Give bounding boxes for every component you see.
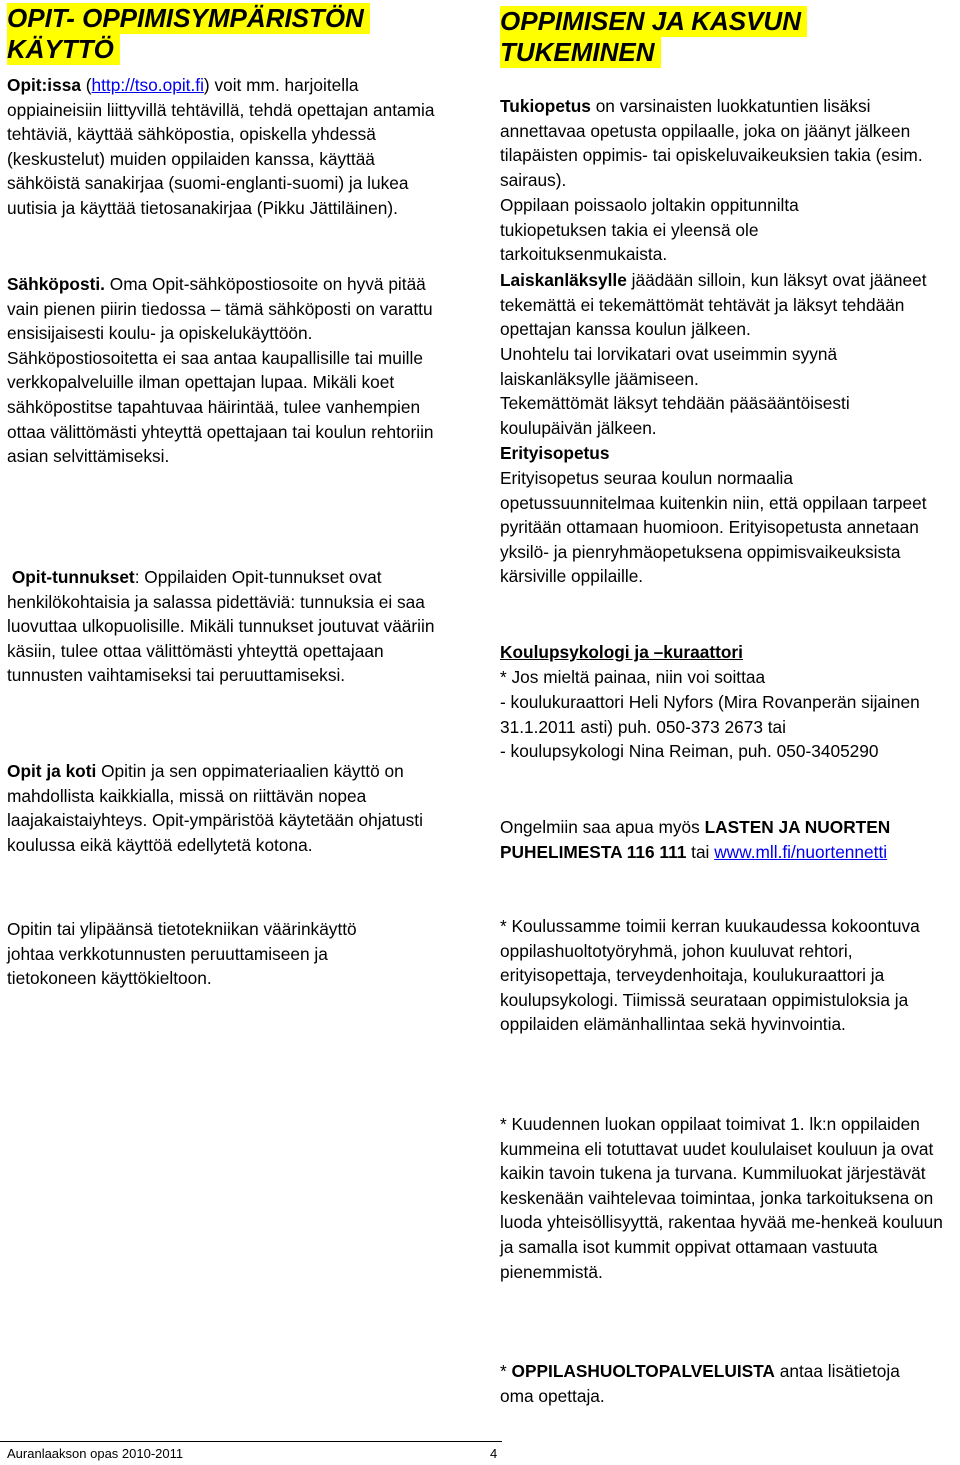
page-number: 4 <box>490 1446 498 1461</box>
opit-intro-paragraph <box>7 73 443 221</box>
palvelut-paragraph <box>500 1359 920 1408</box>
misuse-paragraph: Opitin tai ylipäänsä tietotekniikan väärinkäyttö johtaa verkkotunnusten peruuttamiseen ja tietokoneen käyttökieltoon. <box>7 919 357 989</box>
laiskanlaksy-paragraph <box>500 268 950 342</box>
opit-home-paragraph <box>7 759 443 857</box>
credentials-text: : Oppilaiden Opit-tunnukset ovat henkilökohtaisia ja salassa pidettäviä: tunnuksia ei saa luovuttaa ulkopuolisille. Mikäli tunnukset joutuvat vääriin käsiin, tulee ottaa välittömästi yhteyttä opettajaan tunnusten vaihtamiseksi tai peruuttamiseksi. <box>7 567 435 686</box>
tukiopetus-text: on varsinaisten luokkatuntien lisäksi annettavaa opetusta oppilaalle, joka on jäänyt jälkeen tilapäisten oppimis- tai opiskeluvaikeuksien takia (esim. sairaus). <box>500 96 923 190</box>
kummit-paragraph: * Kuudennen luokan oppilaat toimivat 1. lk:n oppilaiden kummeina eli totuttavat uudet koululaiset kouluun ja ovat kaikin tavoin tukena ja turvana. Kummiluokat järjestävät keskenään vaihtelevaa toimintaa, jonka tarkoituksena on luoda yhteisöllisyyttä, rakentaa hyvää me-henkeä kouluun ja samalla isot kummit oppivat ottamaan vastuuta pienemmistä. <box>500 1114 943 1282</box>
right-heading <box>500 6 807 68</box>
left-heading-line2: KÄYTTÖ <box>7 34 120 65</box>
opit-intro-text: ) voit mm. harjoitella oppiaineisiin liittyvillä tehtävillä, tehdä opettajan antamia tehtäviä, käyttää sähköpostia, opiskella yhdessä (keskustelut) muiden oppilaiden kanssa, käyttää sähköistä sanakirjaa (suomi-englanti-suomi) ja lukea uutisia ja käyttää tietosanakirjaa (Pikku Jättiläinen). <box>7 75 435 218</box>
tukiopetus-bold: Tukiopetus <box>500 96 591 116</box>
help-bold: LASTEN JA NUORTEN PUHELIMESTA 116 111 <box>500 817 891 862</box>
mll-link[interactable]: www.mll.fi/nuortennetti <box>714 841 888 862</box>
laiskanlaksy-text: jäädään silloin, kun läksyt ovat jääneet tekemättä ei tekemättömät tehtävät ja läksyt tehdään opettajan kanssa koulun jälkeen. <box>500 270 927 340</box>
oppilashuolto-paragraph: * Koulussamme toimii kerran kuukaudessa kokoontuva oppilashuoltotyöryhmä, johon kuuluvat rehtori, erityisopettaja, terveydenhoitaja, koulukuraattori ja koulupsykologi. Tiimissä seurataan oppimistuloksia ja oppilaiden elämänhallintaa sekä hyvinvointia. <box>500 916 920 1035</box>
opit-link[interactable]: http://tso.opit.fi <box>91 75 204 95</box>
erityisopetus-title-text: Erityisopetus <box>500 443 610 463</box>
credentials-paragraph <box>7 565 443 688</box>
palvelut-text: antaa lisätietoja oma opettaja. <box>500 1361 900 1406</box>
right-heading-line2: TUKEMINEN <box>500 37 661 68</box>
email-bold: Sähköposti. <box>7 274 105 294</box>
unohtelu-paragraph: Unohtelu tai lorvikatari ovat useimmin syynä laiskanläksylle jäämiseen. <box>500 344 838 389</box>
footer-title: Auranlaakson opas 2010-2011 <box>7 1446 184 1461</box>
koulupsykologi-line2: - koulukuraattori Heli Nyfors (Mira Rovanperän sijainen 31.1.2011 asti) puh. 050-373 2673 tai <box>500 692 920 737</box>
poissaolo-paragraph: Oppilaan poissaolo joltakin oppitunnilta tukiopetuksen takia ei yleensä ole tarkoituksenmukaista. <box>500 195 799 265</box>
help-mid: tai <box>686 841 715 862</box>
palvelut-pre: * <box>500 1361 512 1381</box>
koulupsykologi-line3: - koulupsykologi Nina Reiman, puh. 050-3405290 <box>500 741 879 761</box>
erityisopetus-title <box>500 441 945 466</box>
opit-intro-paren: ( <box>80 75 92 95</box>
email-text: Oma Opit-sähköpostiosoite on hyvä pitää vain pienen piirin tiedossa – tämä sähköposti on varattu ensisijaisesti koulu- ja opiskelukäyttöön. Sähköpostiosoitetta ei saa antaa kaupallisille tai muille verkkopalveluille ilman opettajan lupaa. Mikäli koet sähköpostitse tapahtuvaa häirintää, tulee vanhempien ottaa välittömästi yhteyttä opettajaan tai koulun rehtoriin asian selvittämiseksi. <box>7 274 434 467</box>
tukiopetus-paragraph <box>500 94 945 192</box>
opit-home-bold: Opit ja koti <box>7 761 97 781</box>
laiskanlaksy-bold: Laiskanläksylle <box>500 270 627 290</box>
koulupsykologi-title-text: Koulupsykologi ja –kuraattori <box>500 642 743 662</box>
left-heading-line1: OPIT- OPPIMISYMPÄRISTÖN <box>7 3 370 34</box>
help-paragraph <box>500 815 920 864</box>
koulupsykologi-title <box>500 640 945 665</box>
page-footer <box>0 1441 502 1462</box>
palvelut-bold: OPPILASHUOLTOPALVELUISTA <box>511 1361 775 1381</box>
opit-intro-bold: Opit:issa <box>7 75 81 95</box>
opit-home-text: Opitin ja sen oppimateriaalien käyttö on mahdollista kaikkialla, missä on riittävän nopea laajakaistaiyhteys. Opit-ympäristöä käytetään ohjatusti koulussa eikä käyttöä edellytetä kotona. <box>7 761 423 855</box>
left-heading <box>7 3 370 65</box>
tekemattomat-paragraph: Tekemättömät läksyt tehdään pääsääntöisesti koulupäivän jälkeen. <box>500 393 850 438</box>
koulupsykologi-line1: * Jos mieltä painaa, niin voi soittaa <box>500 667 766 687</box>
help-pre: Ongelmiin saa apua myös <box>500 817 705 837</box>
email-paragraph <box>7 272 443 469</box>
erityisopetus-paragraph: Erityisopetus seuraa koulun normaalia opetussuunnitelmaa kuitenkin niin, että oppilaan tarpeet pyritään ottamaan huomioon. Erityisopetusta annetaan yksilö- ja pienryhmäopetuksena oppimisvaikeuksista kärsiville oppilaille. <box>500 468 927 587</box>
right-heading-line1: OPPIMISEN JA KASVUN <box>500 6 807 37</box>
credentials-bold: Opit-tunnukset <box>11 567 135 587</box>
